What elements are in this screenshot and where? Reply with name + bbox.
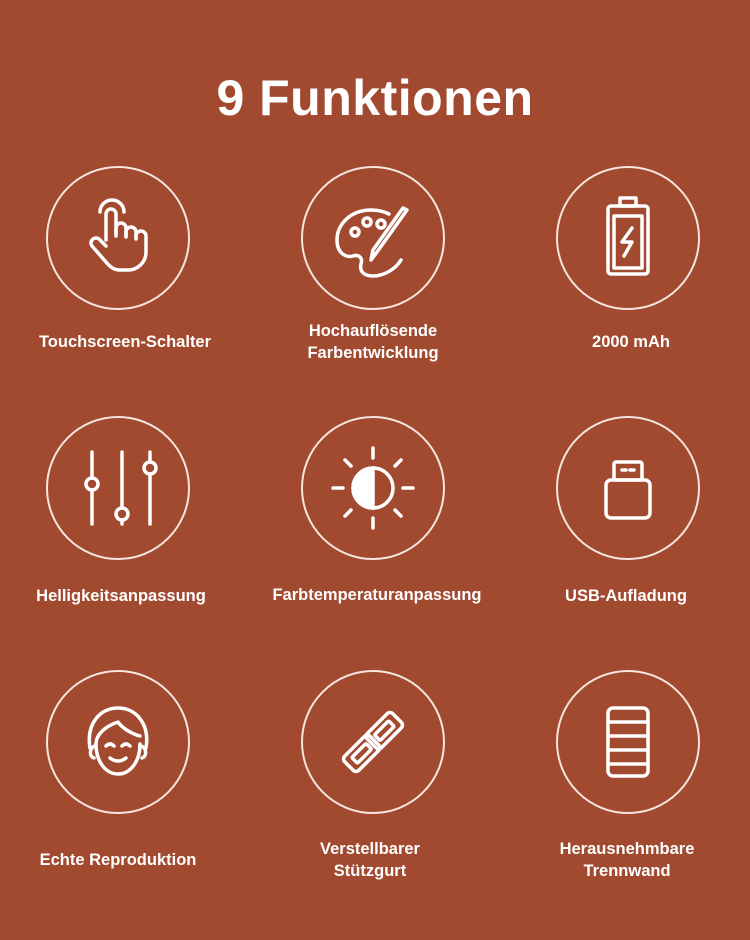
feature-label: USB-Aufladung xyxy=(565,587,687,605)
feature-label: Echte Reproduktion xyxy=(39,851,197,869)
feature-label: Farbtemperaturanpassung xyxy=(272,586,482,604)
face-icon xyxy=(70,694,166,790)
sun-temperature-icon xyxy=(325,440,421,536)
feature-icon-circle xyxy=(301,670,445,814)
feature-icon-circle xyxy=(46,416,190,560)
divider-panel-icon xyxy=(580,694,676,790)
feature-label: Verstellbarer Stützgurt xyxy=(320,840,420,880)
sliders-icon xyxy=(70,440,166,536)
feature-icon-circle xyxy=(301,416,445,560)
feature-icon-circle xyxy=(46,166,190,310)
feature-icon-circle xyxy=(556,416,700,560)
feature-label: Hochauflösende Farbentwicklung xyxy=(307,322,439,362)
touch-hand-icon xyxy=(70,190,166,286)
feature-label: Herausnehmbare Trennwand xyxy=(559,840,695,880)
feature-label: 2000 mAh xyxy=(592,333,670,351)
feature-icon-circle xyxy=(556,166,700,310)
usb-icon xyxy=(580,440,676,536)
chain-link-icon xyxy=(325,694,421,790)
palette-icon xyxy=(325,190,421,286)
battery-icon xyxy=(580,190,676,286)
feature-label: Helligkeitsanpassung xyxy=(36,587,206,605)
feature-icon-circle xyxy=(46,670,190,814)
page-title: 9 Funktionen xyxy=(216,70,534,126)
feature-icon-circle xyxy=(301,166,445,310)
feature-icon-circle xyxy=(556,670,700,814)
feature-label: Touchscreen-Schalter xyxy=(38,333,212,351)
